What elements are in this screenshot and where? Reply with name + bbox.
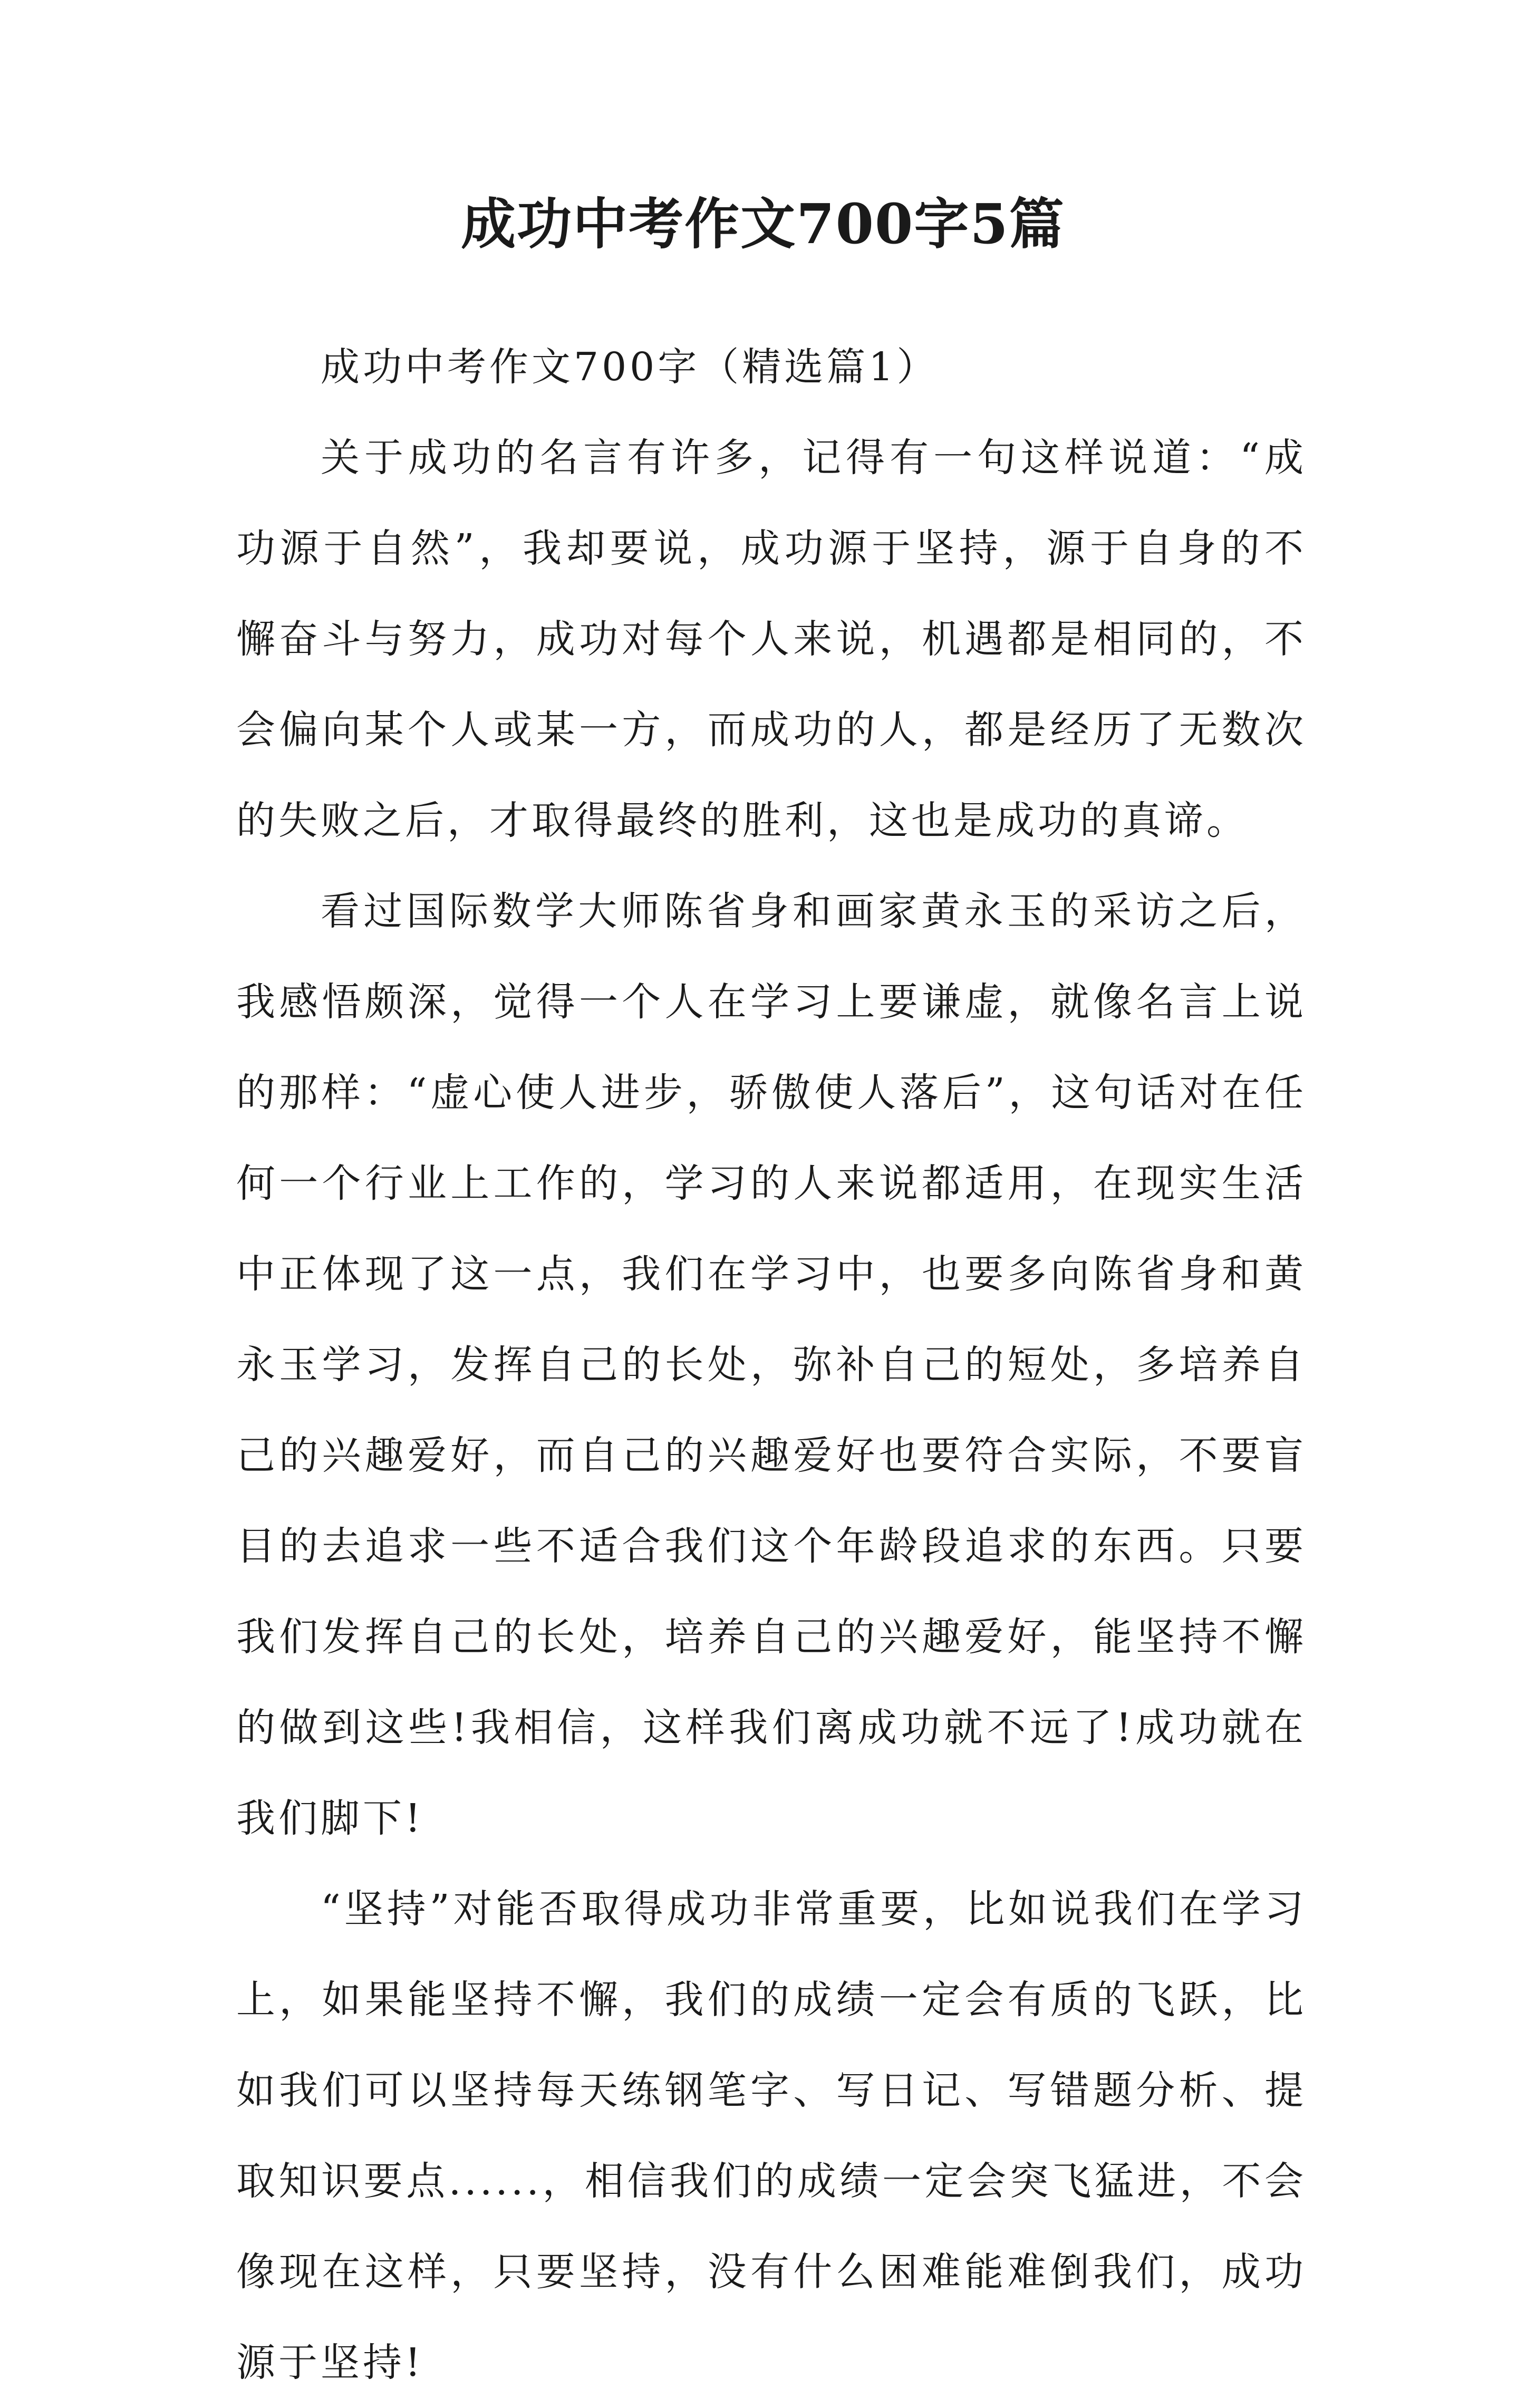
paragraph: 关于成功的名言有许多，记得有一句这样说道：“成功源于自然”，我却要说，成功源于坚持，源于自身的不懈奋斗与努力，成功对每个人来说，机遇都是相同的，不会偏向某个人或某一方，而成功的人，都是经历了无数次的失败之后，才取得最终的胜利，这也是成功的真谛。 [236, 435, 1307, 843]
document-title: 成功中考作文700字5篇 [461, 191, 1065, 256]
section-heading: 成功中考作文700字（精选篇1） [321, 344, 939, 390]
paragraph: 看过国际数学大师陈省身和画家黄永玉的采访之后，我感悟颇深，觉得一个人在学习上要谦虚，就像名言上说的那样：“虚心使人进步，骄傲使人落后”，这句话对在任何一个行业上工作的，学习的人来说都适用，在现实生活中正体现了这一点，我们在学习中，也要多向陈省身和黄永玉学习，发挥自己的长处，弥补自己的短处，多培养自己的兴趣爱好，而自己的兴趣爱好也要符合实际，不要盲目的去追求一些不适合我们这个年龄段追求的东西。只要我们发挥自己的长处，培养自己的兴趣爱好，能坚持不懈的做到这些!我相信，这样我们离成功就不远了!成功就在我们脚下! [236, 889, 1307, 1841]
document-body [236, 322, 1307, 2408]
paragraph: “坚持”对能否取得成功非常重要，比如说我们在学习上，如果能坚持不懈，我们的成绩一定会有质的飞跃，比如我们可以坚持每天练钢笔字、写日记、写错题分析、提取知识要点......，相信我们的成绩一定会突飞猛进，不会像现在这样，只要坚持，没有什么困难能难倒我们，成功源于坚持! [236, 1886, 1307, 2385]
